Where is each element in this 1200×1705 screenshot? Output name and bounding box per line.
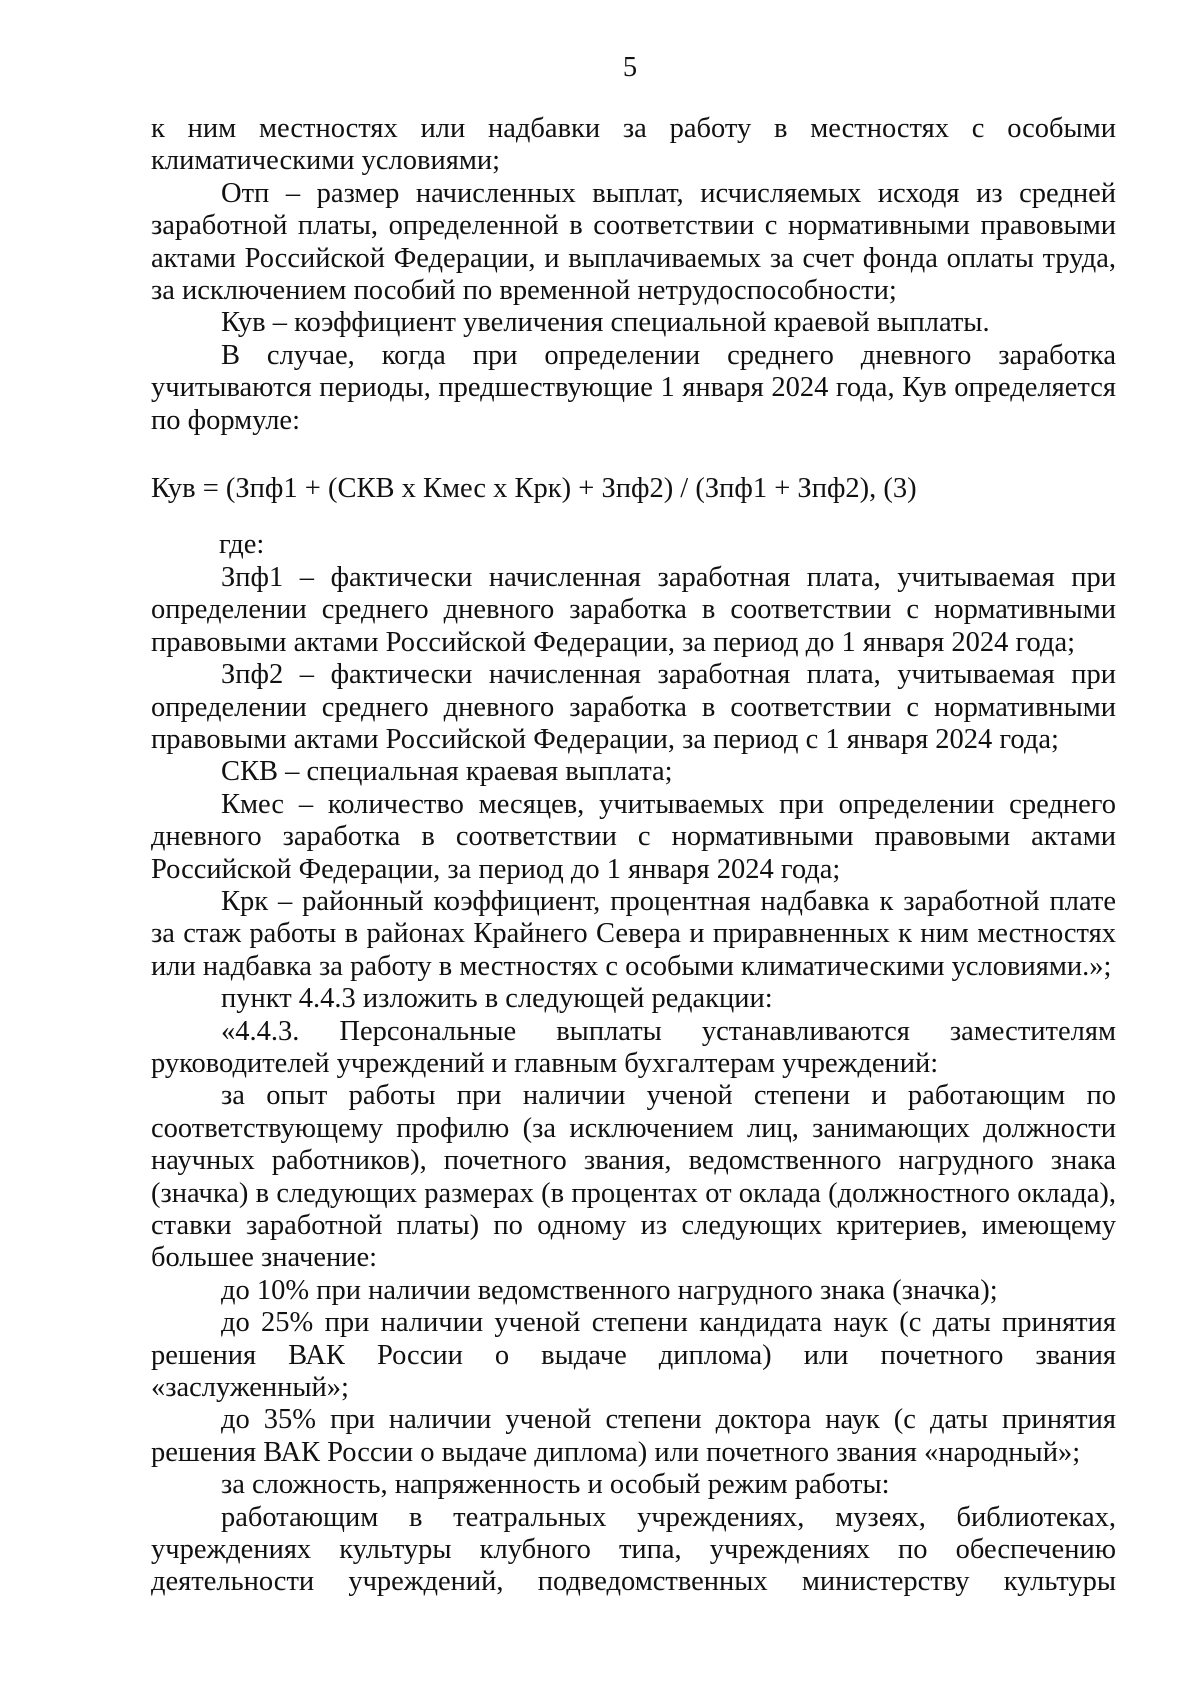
document-body — [151, 113, 1116, 1599]
paragraph-rate-10: до 10% при наличии ведомственного нагрудного знака (значка); — [221, 1274, 998, 1306]
page-number: 5 — [622, 52, 638, 83]
paragraph-skv-definition: СКВ – специальная краевая выплата; — [221, 756, 673, 788]
paragraph-rate-25: до 25% при наличии ученой степени кандидата наук (с даты принятия решения ВАК России о выдаче диплома) или почетного звания «заслуженный»; — [151, 1307, 1116, 1404]
paragraph-clause-4-4-3: «4.4.3. Персональные выплаты устанавливаются заместителям руководителей учреждений и главным бухгалтерам учреждений: — [151, 1015, 1116, 1079]
paragraph-kuv-definition: Кув – коэффициент увеличения специальной краевой выплаты. — [221, 307, 990, 339]
paragraph-rate-35: до 35% при наличии ученой степени доктора наук (с даты принятия решения ВАК России о выдаче диплома) или почетного звания «народный»; — [151, 1404, 1116, 1468]
paragraph-amendment-instruction: пункт 4.4.3 изложить в следующей редакции: — [221, 983, 773, 1015]
paragraph-complexity-heading: за сложность, напряженность и особый режим работы: — [221, 1469, 890, 1501]
paragraph-experience-criteria: за опыт работы при наличии ученой степени и работающим по соответствующему профилю (за исключением лиц, занимающих должности научных работников), почетного звания, ведомственного нагрудного знака (значка) в следующих размерах (в процентах от оклада (должностного оклада), ставки заработной платы) по одному из следующих критериев, имеющему большее значение: — [151, 1080, 1116, 1274]
paragraph-zpf2-definition: Зпф2 – фактически начисленная заработная плата, учитываемая при определении среднего дневного заработка в соответствии с нормативными правовыми актами Российской Федерации, за период с 1 января 2024 года; — [151, 659, 1116, 755]
paragraph-zpf1-definition: Зпф1 – фактически начисленная заработная плата, учитываемая при определении среднего дневного заработка в соответствии с нормативными правовыми актами Российской Федерации, за период до 1 января 2024 года; — [151, 561, 1116, 658]
paragraph-institutions: работающим в театральных учреждениях, музеях, библиотеках, учреждениях культуры клубного типа, учреждениях по обеспечению деятельности учреждений, подведомственных министерству культуры — [151, 1501, 1116, 1598]
paragraph-kuv-condition: В случае, когда при определении среднего дневного заработка учитываются периоды, предшествующие 1 января 2024 года, Кув определяется по формуле: — [151, 339, 1116, 436]
paragraph-otp-definition: Отп – размер начисленных выплат, исчисляемых исходя из средней заработной платы, определенной в соответствии с нормативными правовыми актами Российской Федерации, и выплачиваемых за счет фонда оплаты труда, за исключением пособий по временной нетрудоспособности; — [151, 177, 1116, 307]
where-label: где: — [219, 529, 265, 561]
paragraph-krk-definition: Крк – районный коэффициент, процентная надбавка к заработной плате за стаж работы в районах Крайнего Севера и приравненных к ним местностях или надбавка за работу в местностях с особыми климатическими условиями.»; — [151, 885, 1116, 982]
paragraph-kmes-definition: Кмес – количество месяцев, учитываемых при определении среднего дневного заработка в соответствии с нормативными правовыми актами Российской Федерации, за период до 1 января 2024 года; — [151, 788, 1116, 885]
formula-3: Кув = (Зпф1 + (СКВ х Кмес х Крк) + Зпф2) / (Зпф1 + Зпф2), (3) — [151, 473, 917, 505]
paragraph-1: к ним местностях или надбавки за работу в местностях с особыми климатическими условиями; — [151, 113, 1116, 177]
